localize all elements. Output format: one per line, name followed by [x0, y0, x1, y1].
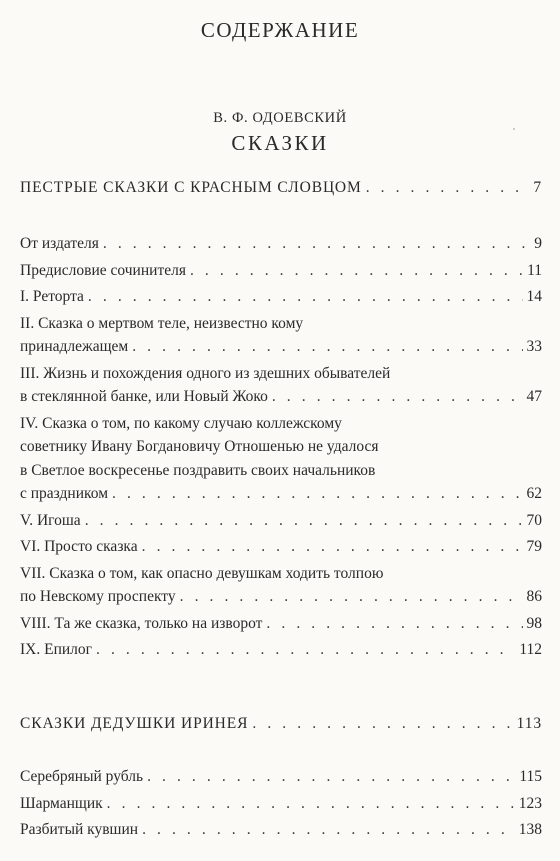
entry-title: I. Реторта: [20, 288, 84, 305]
entry-title-line: по Невскому проспекту: [20, 588, 176, 605]
toc-entry[interactable]: [20, 412, 542, 506]
entry-title: VI. Просто сказка: [20, 538, 138, 555]
page-number: 138: [518, 821, 542, 838]
page-number: 33: [526, 338, 542, 355]
page-number: 9: [534, 235, 542, 252]
page-number: 62: [526, 485, 542, 502]
entry-title: Разбитый кувшин: [20, 821, 139, 838]
toc-entry[interactable]: [20, 638, 542, 662]
leader-dots: [366, 176, 530, 200]
leader-dots: [180, 585, 523, 609]
leader-dots: [190, 259, 523, 283]
page-title: СОДЕРЖАНИЕ: [200, 18, 360, 42]
toc-section-1: [20, 176, 542, 200]
leader-dots: [88, 285, 523, 309]
leader-dots: [266, 612, 522, 636]
entry-title: Шарманщик: [20, 794, 103, 812]
toc-entry[interactable]: [20, 285, 542, 309]
entry-title: V. Игоша: [20, 511, 81, 529]
entry-title-line: с праздником: [20, 485, 109, 502]
leader-dots: [96, 638, 515, 662]
page-number: 47: [526, 388, 542, 405]
toc-list-1: [20, 232, 542, 662]
toc-entry[interactable]: [20, 362, 542, 409]
toc-section-2: [20, 712, 542, 736]
section-heading[interactable]: [20, 712, 542, 736]
leader-dots: [132, 335, 522, 359]
toc-entry[interactable]: [20, 792, 542, 816]
section-title: СКАЗКИ ДЕДУШКИ ИРИНЕЯ: [20, 715, 249, 732]
entry-title: Предисловие сочинителя: [20, 261, 186, 279]
print-speck: [513, 128, 515, 130]
entry-title-line: II. Сказка о мертвом теле, неизвестно кому: [20, 314, 304, 332]
page-number: 14: [526, 288, 542, 305]
leader-dots: [85, 509, 523, 533]
leader-dots: [107, 792, 515, 816]
entry-title-line: IV. Сказка о том, по какому случаю коллежскому: [20, 414, 342, 432]
page-number: 7: [533, 179, 542, 196]
toc-entry[interactable]: [20, 509, 542, 533]
entry-title-line: принадлежащем: [20, 338, 129, 355]
leader-dots: [142, 818, 515, 842]
page-number: 86: [526, 588, 542, 605]
leader-dots: [252, 712, 512, 736]
page-number: 98: [526, 614, 542, 632]
page-number: 115: [519, 768, 542, 785]
entry-title: VIII. Та же сказка, только на изворот: [20, 614, 263, 632]
page-number: 11: [527, 261, 542, 279]
leader-dots: [147, 765, 515, 789]
toc-entry[interactable]: [20, 562, 542, 609]
author-name: В. Ф. ОДОЕВСКИЙ: [213, 110, 347, 126]
entry-title-line: в Светлое воскресенье поздравить своих начальников: [20, 461, 376, 479]
section-heading[interactable]: [20, 176, 542, 200]
entry-title-line: советнику Ивану Богдановичу Отношенью не удалося: [20, 438, 379, 455]
toc-entry[interactable]: [20, 535, 542, 559]
page-number: 79: [526, 538, 542, 555]
toc-list-2: [20, 765, 542, 842]
entry-title-line: в стеклянной банке, или Новый Жоко: [20, 388, 268, 405]
page-number: 123: [518, 794, 542, 812]
toc-entry[interactable]: [20, 612, 542, 636]
entry-title: Серебряный рубль: [20, 768, 144, 785]
page-number: 112: [519, 641, 542, 658]
toc-entry[interactable]: [20, 818, 542, 842]
leader-dots: [142, 535, 523, 559]
toc-entry[interactable]: [20, 312, 542, 359]
leader-dots: [103, 232, 530, 256]
page-number: 113: [516, 715, 542, 732]
entry-title: IX. Епилог: [20, 641, 93, 658]
toc-entry[interactable]: [20, 232, 542, 256]
page-number: 70: [526, 511, 542, 529]
entry-title-line: III. Жизнь и похождения одного из здешних обывателей: [20, 364, 391, 382]
section-title: ПЕСТРЫЕ СКАЗКИ С КРАСНЫМ СЛОВЦОМ: [20, 179, 362, 196]
toc-entry[interactable]: [20, 765, 542, 789]
toc-entry[interactable]: [20, 259, 542, 283]
leader-dots: [272, 385, 523, 409]
entry-title: От издателя: [20, 235, 99, 252]
leader-dots: [112, 482, 522, 506]
book-title: СКАЗКИ: [231, 131, 329, 155]
entry-title-line: VII. Сказка о том, как опасно девушкам ходить толпою: [20, 564, 384, 582]
